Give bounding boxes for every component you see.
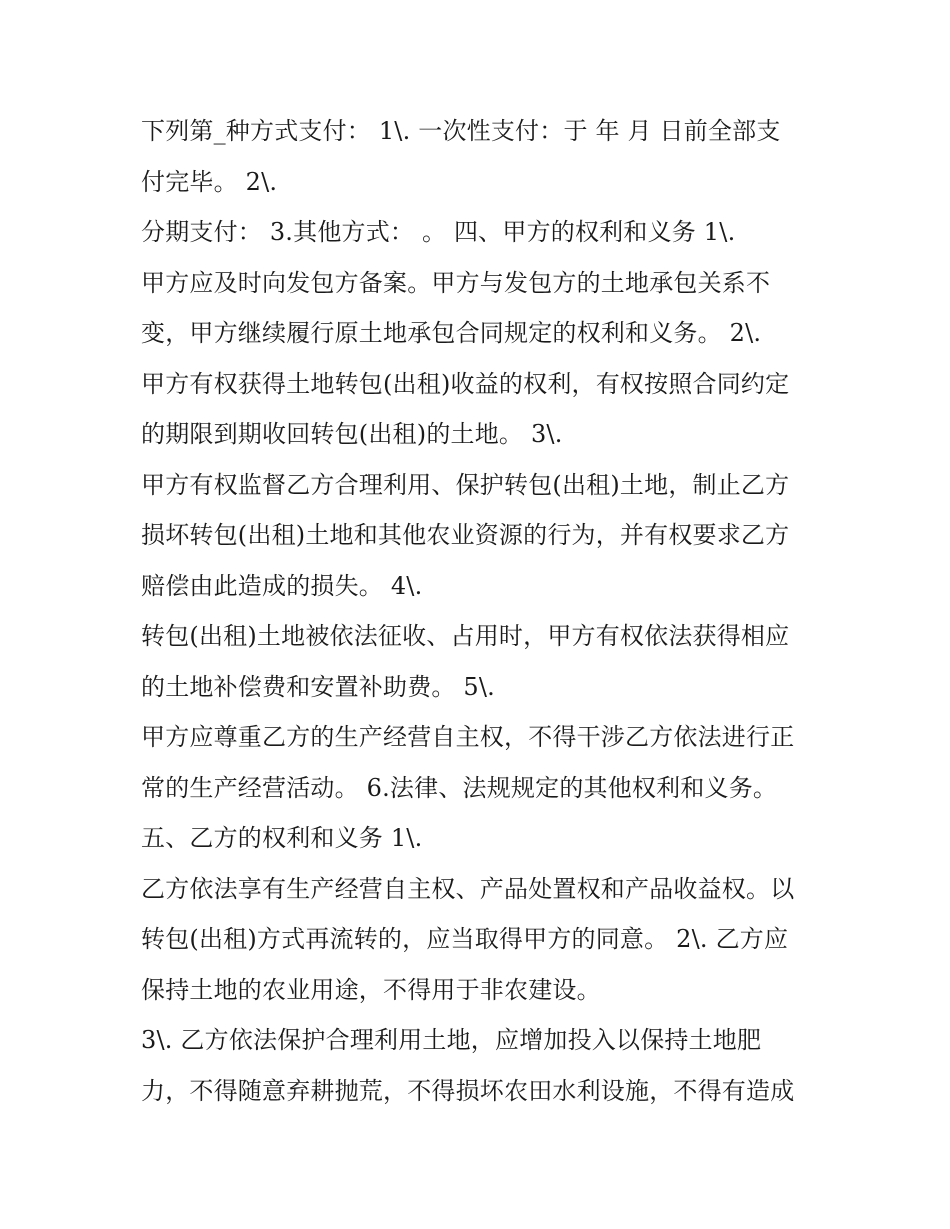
text-line: 甲方应尊重乙方的生产经营自主权，不得干涉乙方依法进行正 bbox=[141, 723, 795, 751]
text-line: 下列第_种方式支付： 1\. 一次性支付：于 年 月 日前全部支 bbox=[141, 117, 781, 145]
text-line: 力，不得随意弃耕抛荒，不得损坏农田水利设施，不得有造成 bbox=[141, 1076, 795, 1105]
text-line: 转包(出租)方式再流转的，应当取得甲方的同意。 2\. 乙方应 bbox=[141, 925, 789, 953]
text-line: 变，甲方继续履行原土地承包合同规定的权利和义务。 2\. bbox=[141, 319, 762, 347]
text-line: 付完毕。 2\. bbox=[141, 167, 278, 196]
text-line: 3\. 乙方依法保护合理利用土地，应增加投入以保持土地肥 bbox=[141, 1026, 762, 1054]
text-line: 赔偿由此造成的损失。 4\. bbox=[141, 571, 423, 600]
text-line: 甲方有权获得土地转包(出租)收益的权利，有权按照合同约定 bbox=[141, 369, 790, 398]
text-line: 损坏转包(出租)土地和其他农业资源的行为，并有权要求乙方 bbox=[141, 521, 790, 549]
document-body bbox=[141, 106, 821, 1116]
text-line: 五、乙方的权利和义务 1\. bbox=[141, 824, 423, 852]
text-line: 分期支付： 3.其他方式： 。 四、甲方的权利和义务 1\. bbox=[141, 218, 736, 246]
text-line: 转包(出租)土地被依法征收、占用时，甲方有权依法获得相应 bbox=[141, 622, 790, 650]
text-line: 的土地补偿费和安置补助费。 5\. bbox=[141, 672, 496, 701]
text-line: 甲方有权监督乙方合理利用、保护转包(出租)土地，制止乙方 bbox=[141, 470, 790, 499]
text-line: 保持土地的农业用途，不得用于非农建设。 bbox=[141, 975, 601, 1004]
text-line: 乙方依法享有生产经营自主权、产品处置权和产品收益权。以 bbox=[141, 874, 795, 903]
text-line: 的期限到期收回转包(出租)的土地。 3\. bbox=[141, 420, 563, 448]
text-line: 常的生产经营活动。 6.法律、法规规定的其他权利和义务。 bbox=[141, 773, 778, 802]
text-line: 甲方应及时向发包方备案。甲方与发包方的土地承包关系不 bbox=[141, 268, 771, 297]
